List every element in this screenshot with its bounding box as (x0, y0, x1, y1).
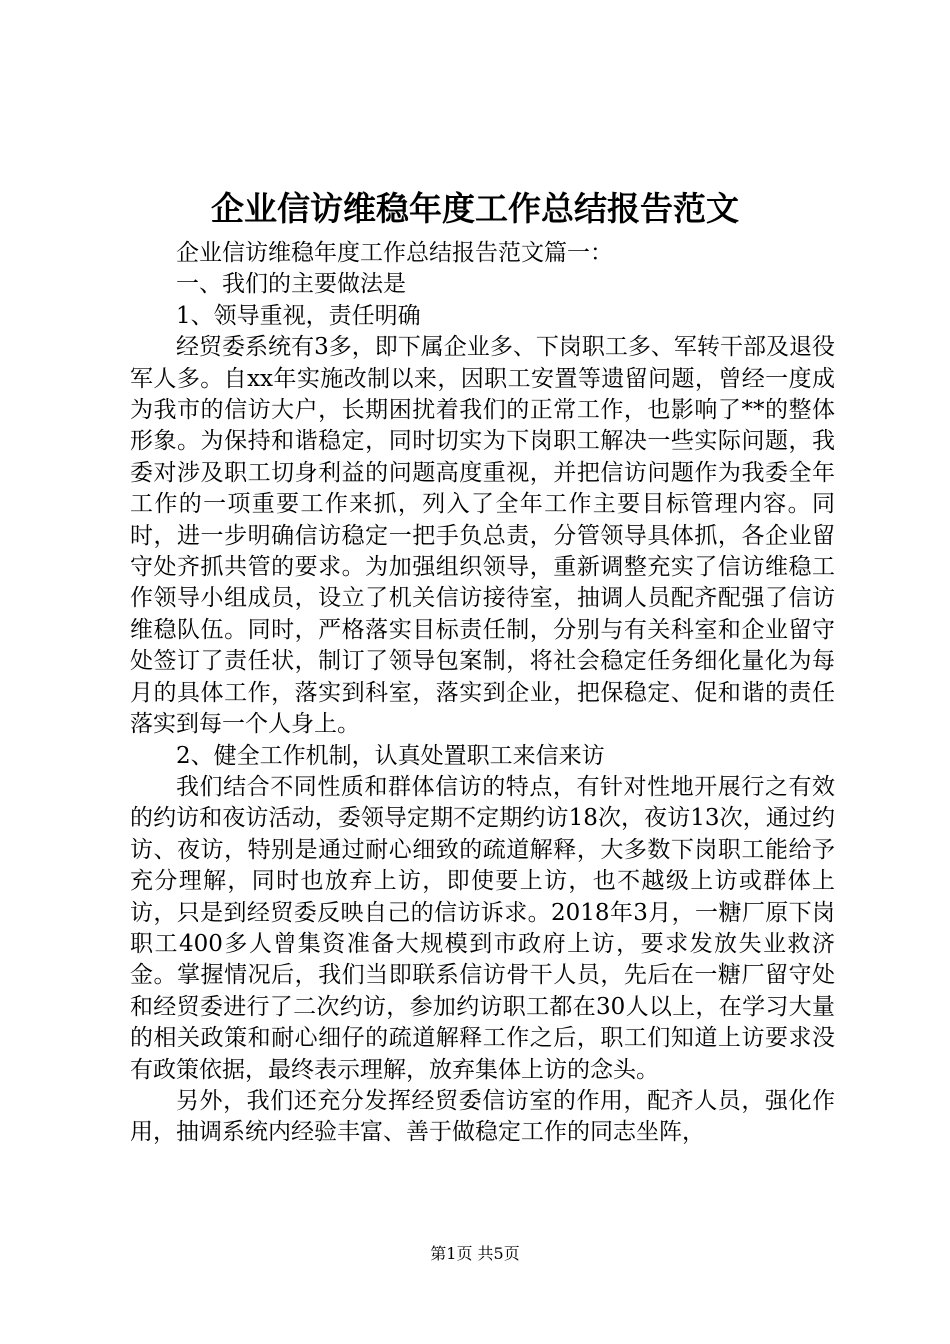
paragraph: 经贸委系统有3多，即下属企业多、下岗职工多、军转干部及退役军人多。自xx年实施改制以来，因职工安置等遗留问题，曾经一度成为我市的信访大户，长期困扰着我们的正常工作，也影响了**的整体形象。为保持和谐稳定，同时切实为下岗职工解决一些实际问题，我委对涉及职工切身利益的问题高度重视，并把信访问题作为我委全年工作的一项重要工作来抓，列入了全年工作主要目标管理内容。同时，进一步明确信访稳定一把手负总责，分管领导具体抓，各企业留守处齐抓共管的要求。为加强组织领导，重新调整充实了信访维稳工作领导小组成员，设立了机关信访接待室，抽调人员配齐配强了信访维稳队伍。同时，严格落实目标责任制，分别与有关科室和企业留守处签订了责任状，制订了领导包案制，将社会稳定任务细化量化为每月的具体工作，落实到科室，落实到企业，把保稳定、促和谐的责任落实到每一个人身上。 (130, 334, 835, 738)
section-heading: 一、我们的主要做法是 (176, 271, 406, 298)
paragraph: 另外，我们还充分发挥经贸委信访室的作用，配齐人员，强化作用，抽调系统内经验丰富、善于做稳定工作的同志坐阵， (130, 1087, 835, 1146)
document-body (130, 238, 835, 1149)
subsection-heading: 2、健全工作机制，认真处置职工来信来访 (176, 742, 605, 769)
page-footer: 第1页 共5页 (430, 1244, 520, 1263)
document-title: 企业信访维稳年度工作总结报告范文 (211, 189, 739, 228)
paragraph-heading: 企业信访维稳年度工作总结报告范文篇一： (176, 240, 613, 266)
paragraph: 我们结合不同性质和群体信访的特点，有针对性地开展行之有效的约访和夜访活动，委领导定期不定期约访18次，夜访13次，通过约访、夜访，特别是通过耐心细致的疏道解释，大多数下岗职工能给予充分理解，同时也放弃上访，即使要上访，也不越级上访或群体上访，只是到经贸委反映自己的信访诉求。2018年3月，一糖厂原下岗职工400多人曾集资准备大规模到市政府上访，要求发放失业救济金。掌握情况后，我们当即联系信访骨干人员，先后在一糖厂留守处和经贸委进行了二次约访，参加约访职工都在30人以上，在学习大量的相关政策和耐心细仔的疏道解释工作之后，职工们知道上访要求没有政策依据，最终表示理解，放弃集体上访的念头。 (130, 773, 835, 1083)
subsection-heading: 1、领导重视，责任明确 (176, 302, 421, 329)
